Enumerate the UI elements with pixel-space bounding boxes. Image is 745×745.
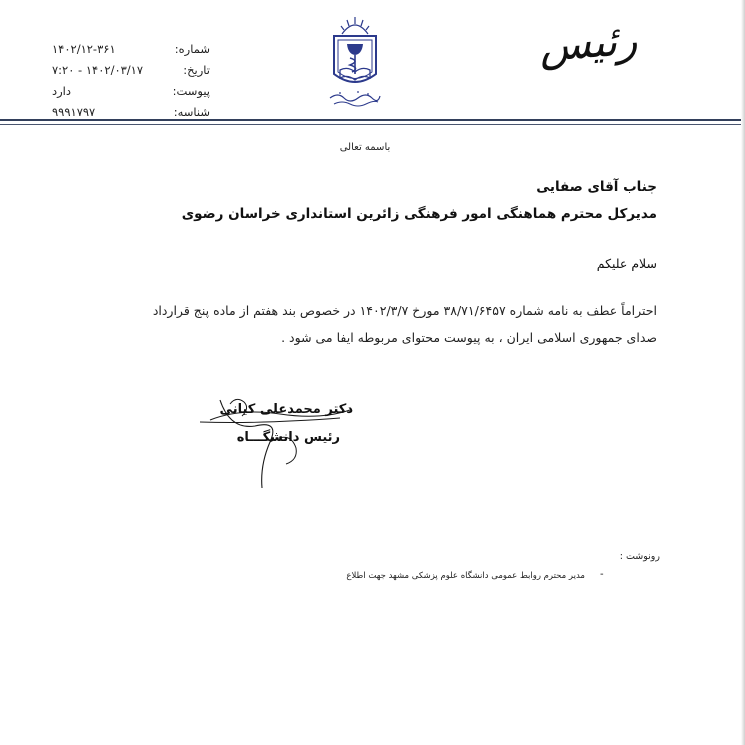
university-logo (328, 14, 382, 110)
meta-value-attachment: دارد (52, 84, 71, 98)
page-edge-shadow (741, 0, 745, 745)
cc-item: مدیر محترم روابط عمومی دانشگاه علوم پزشکی مشهد جهت اطلاع (346, 571, 585, 581)
meta-row-date (50, 63, 210, 84)
meta-label-id: شناسه: (173, 105, 210, 119)
meta-row-number (50, 42, 210, 63)
basmala: باسمه تعالی (339, 142, 391, 153)
cc-label: رونوشت : (619, 551, 660, 562)
meta-row-attachment (50, 84, 210, 105)
signatory-title: رئیس دانشگـــاه (236, 430, 340, 445)
header-rule-top (0, 119, 745, 121)
letter-body (67, 297, 657, 351)
meta-label-number: شماره: (174, 42, 210, 56)
meta-value-date: ۷:۲۰ - ۱۴۰۲/۰۳/۱۷ (52, 63, 144, 77)
meta-label-attachment: پیوست: (172, 84, 210, 98)
office-title: رئیس (537, 14, 639, 71)
body-line: احتراماً عطف به نامه شماره ۳۸/۷۱/۶۴۵۷ مورخ ۱۴۰۲/۳/۷ در خصوص بند هفتم از ماده پنج قرارداد (152, 303, 657, 318)
addressee-position: مدیرکل محترم هماهنگی امور فرهنگی زائرین استانداری خراسان رضوی (181, 206, 657, 222)
meta-label-date: تاریخ: (183, 63, 210, 77)
letter-meta (50, 42, 210, 126)
meta-row-id (50, 105, 210, 126)
addressee-name: جناب آقای صفایی (536, 179, 657, 195)
greeting: سلام علیکم (596, 256, 657, 271)
header-rule-bottom (0, 124, 745, 125)
signatory-name: دکتر محمدعلی کیانی (219, 402, 353, 417)
meta-value-id: ۹۹۹۱۷۹۷ (52, 105, 96, 119)
body-line: صدای جمهوری اسلامی ایران ، به پیوست محتوای مربوطه ایفا می شود . (281, 330, 657, 345)
cc-bullet: - (600, 569, 604, 580)
meta-value-number: ۱۴۰۲/۱۲-۳۶۱ (52, 42, 116, 56)
